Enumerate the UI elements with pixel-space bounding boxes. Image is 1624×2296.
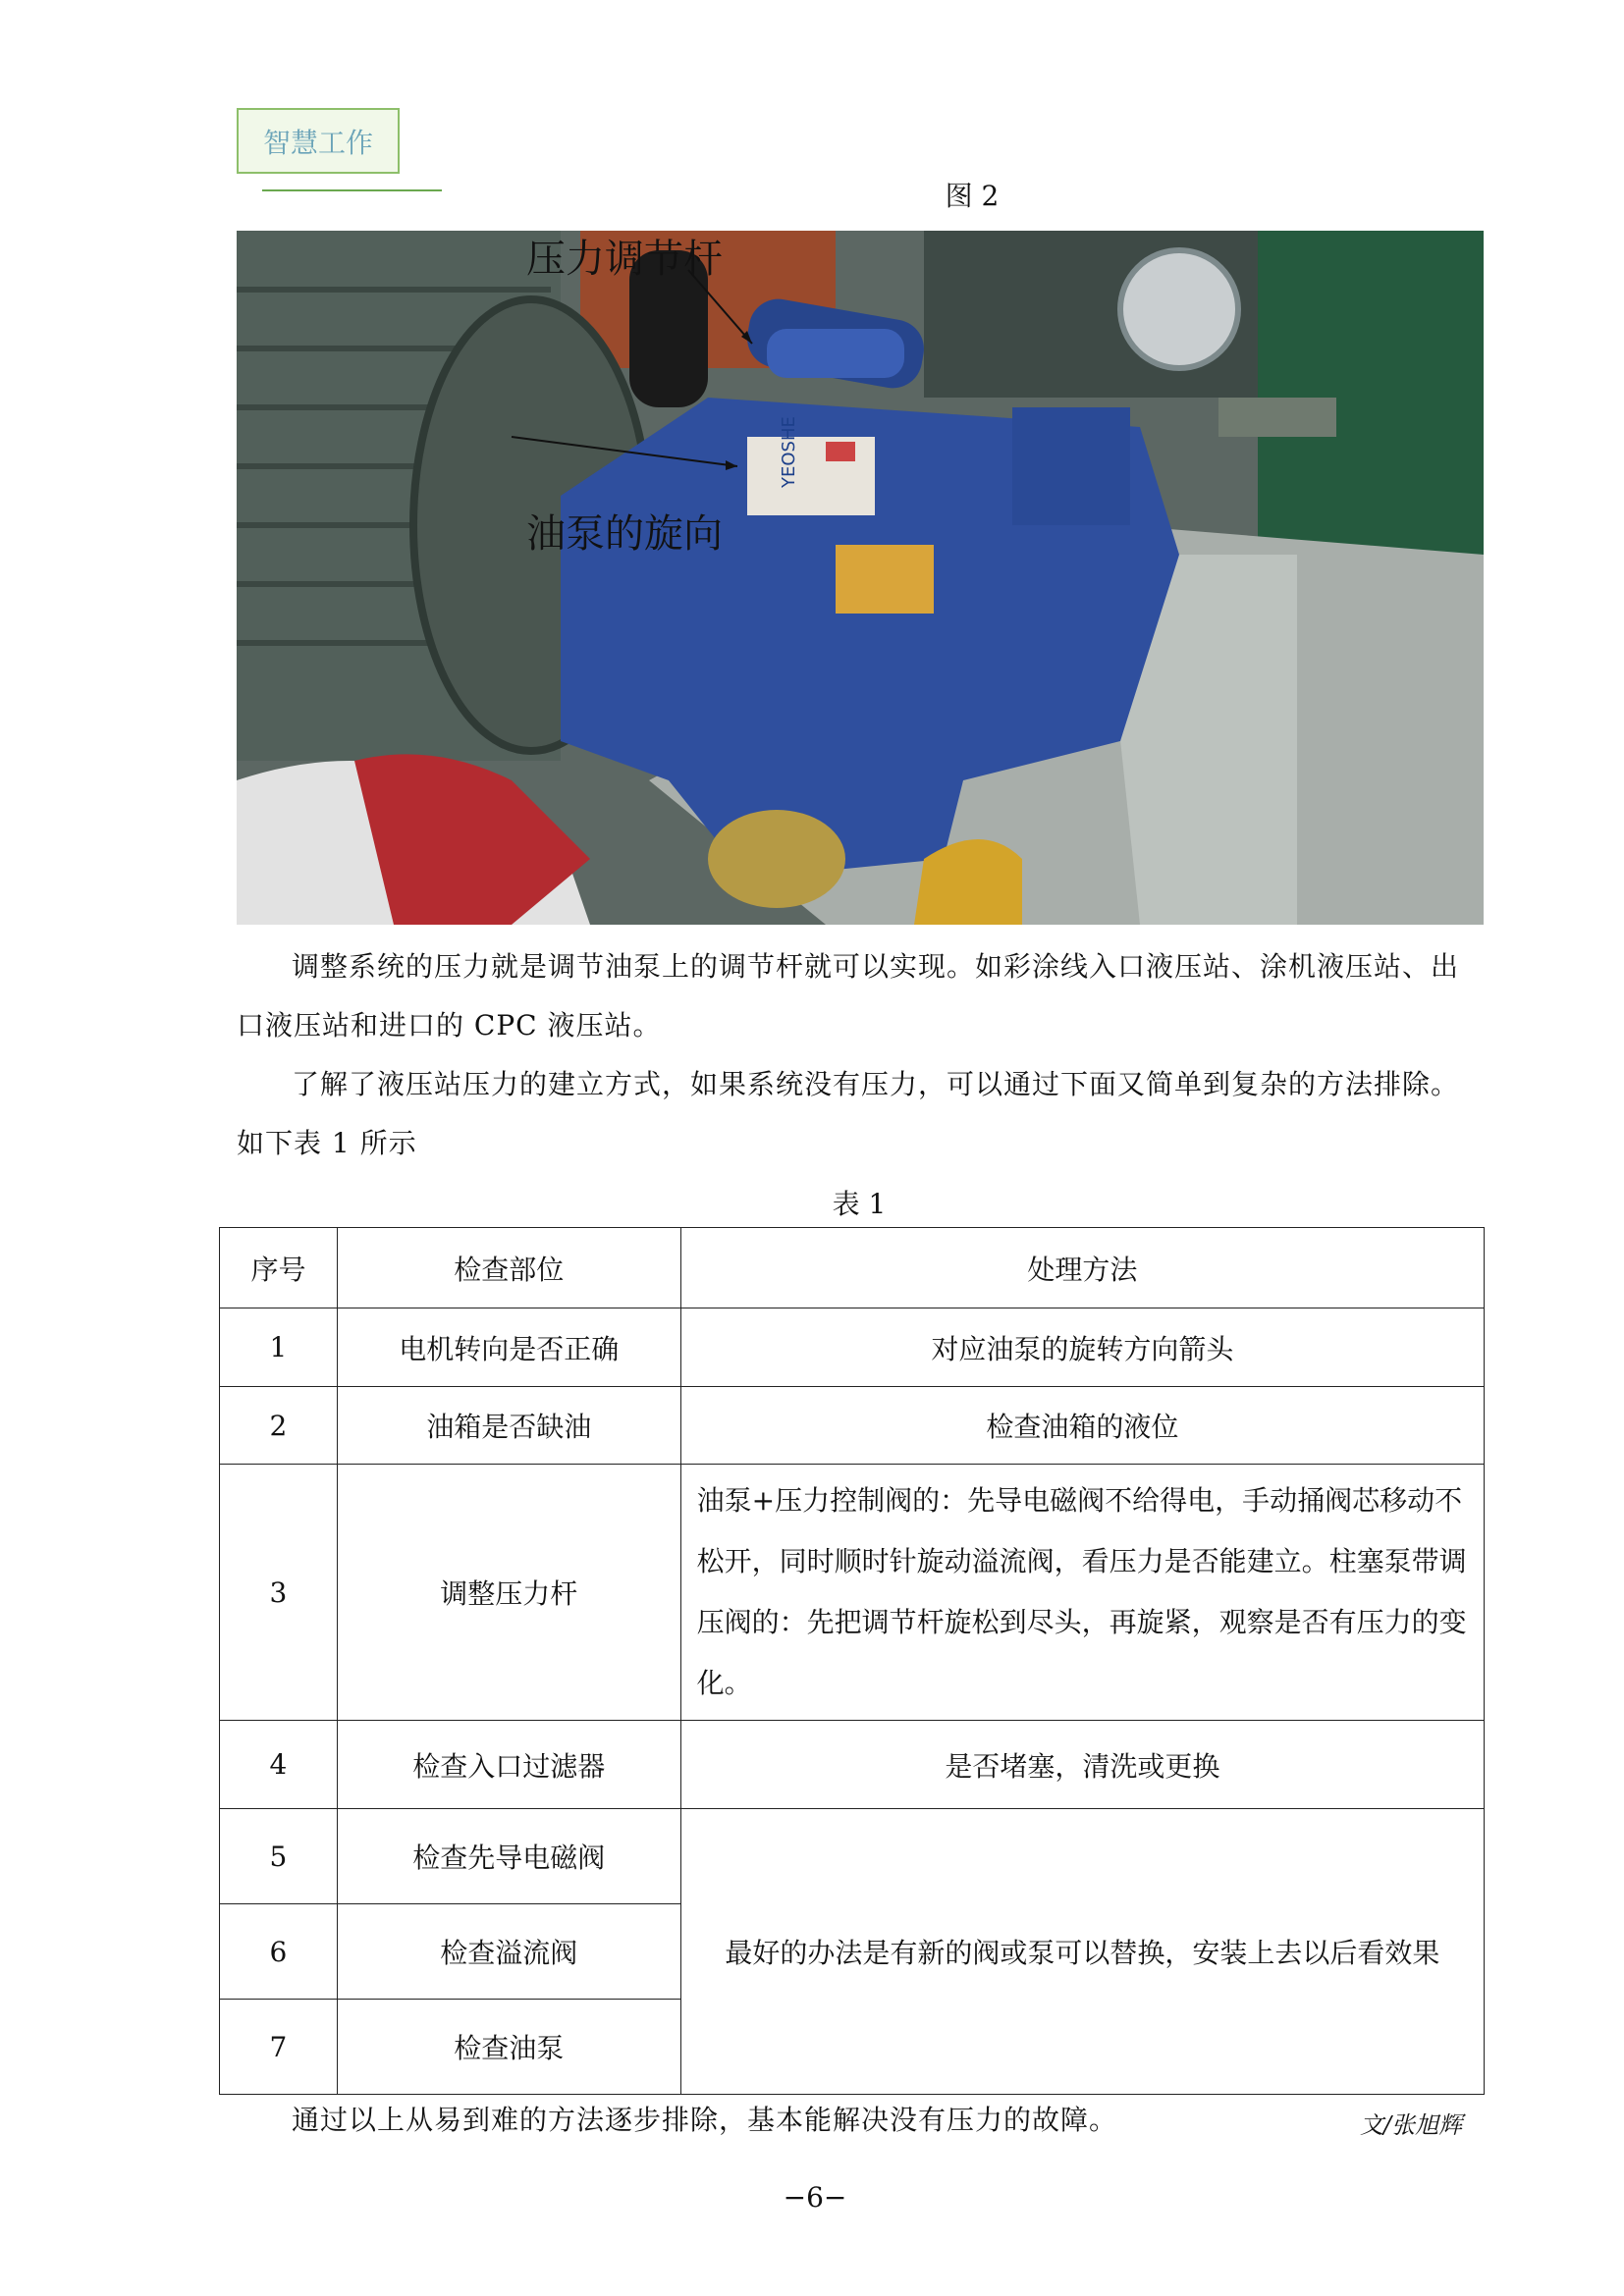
section-tag: 智慧工作 (237, 108, 400, 174)
row-no: 1 (220, 1308, 338, 1387)
row-no: 2 (220, 1387, 338, 1465)
row-part: 检查油泵 (337, 2000, 680, 2095)
paragraph-1: 调整系统的压力就是调节油泵上的调节杆就可以实现。如彩涂线入口液压站、涂机液压站、出口液压站和进口的 CPC 液压站。 (237, 950, 1460, 1041)
row-no: 6 (220, 1904, 338, 2000)
table-row (220, 1308, 1485, 1387)
header-method: 处理方法 (680, 1228, 1484, 1308)
row-part: 电机转向是否正确 (337, 1308, 680, 1387)
header-part: 检查部位 (337, 1228, 680, 1308)
row-part: 调整压力杆 (337, 1465, 680, 1721)
row-no: 7 (220, 2000, 338, 2095)
row-part: 检查入口过滤器 (337, 1721, 680, 1809)
row-method: 油泵+压力控制阀的：先导电磁阀不给得电，手动捅阀芯移动不松开，同时顺时针旋动溢流阀，看压力是否能建立。柱塞泵带调压阀的：先把调节杆旋松到尽头，再旋紧，观察是否有压力的变化。 (680, 1465, 1484, 1721)
row-method: 检查油箱的液位 (680, 1387, 1484, 1465)
row-part: 检查先导电磁阀 (337, 1809, 680, 1904)
row-no: 4 (220, 1721, 338, 1809)
troubleshooting-table (219, 1227, 1485, 2095)
table-row (220, 1809, 1485, 1904)
row-part: 检查溢流阀 (337, 1904, 680, 2000)
row-no: 3 (220, 1465, 338, 1721)
row-no: 5 (220, 1809, 338, 1904)
pump-photo (237, 231, 1484, 925)
header-no: 序号 (220, 1228, 338, 1308)
table-row (220, 1387, 1485, 1465)
paragraph-2: 了解了液压站压力的建立方式，如果系统没有压力，可以通过下面又简单到复杂的方法排除。如下表 1 所示 (237, 1068, 1460, 1159)
tag-underline (262, 189, 442, 191)
table-row (220, 1465, 1485, 1721)
row-method-merged: 最好的办法是有新的阀或泵可以替换，安装上去以后看效果 (680, 1809, 1484, 2095)
rotation-annotation: 油泵的旋向 (526, 511, 723, 557)
figure-caption: 图 2 (945, 180, 1000, 212)
table-caption: 表 1 (832, 1188, 887, 1220)
row-part: 油箱是否缺油 (337, 1387, 680, 1465)
table-header-row (220, 1228, 1485, 1308)
page-number: −6− (783, 2181, 847, 2214)
row-method: 对应油泵的旋转方向箭头 (680, 1308, 1484, 1387)
closing-sentence: 通过以上从易到难的方法逐步排除，基本能解决没有压力的故障。 (292, 2104, 1118, 2136)
row-method: 是否堵塞，清洗或更换 (680, 1721, 1484, 1809)
lever-annotation: 压力调节杆 (526, 237, 723, 282)
nameplate-text: YEOSHE (779, 416, 799, 488)
author-credit: 文/张旭辉 (1360, 2111, 1463, 2139)
table-row (220, 1721, 1485, 1809)
